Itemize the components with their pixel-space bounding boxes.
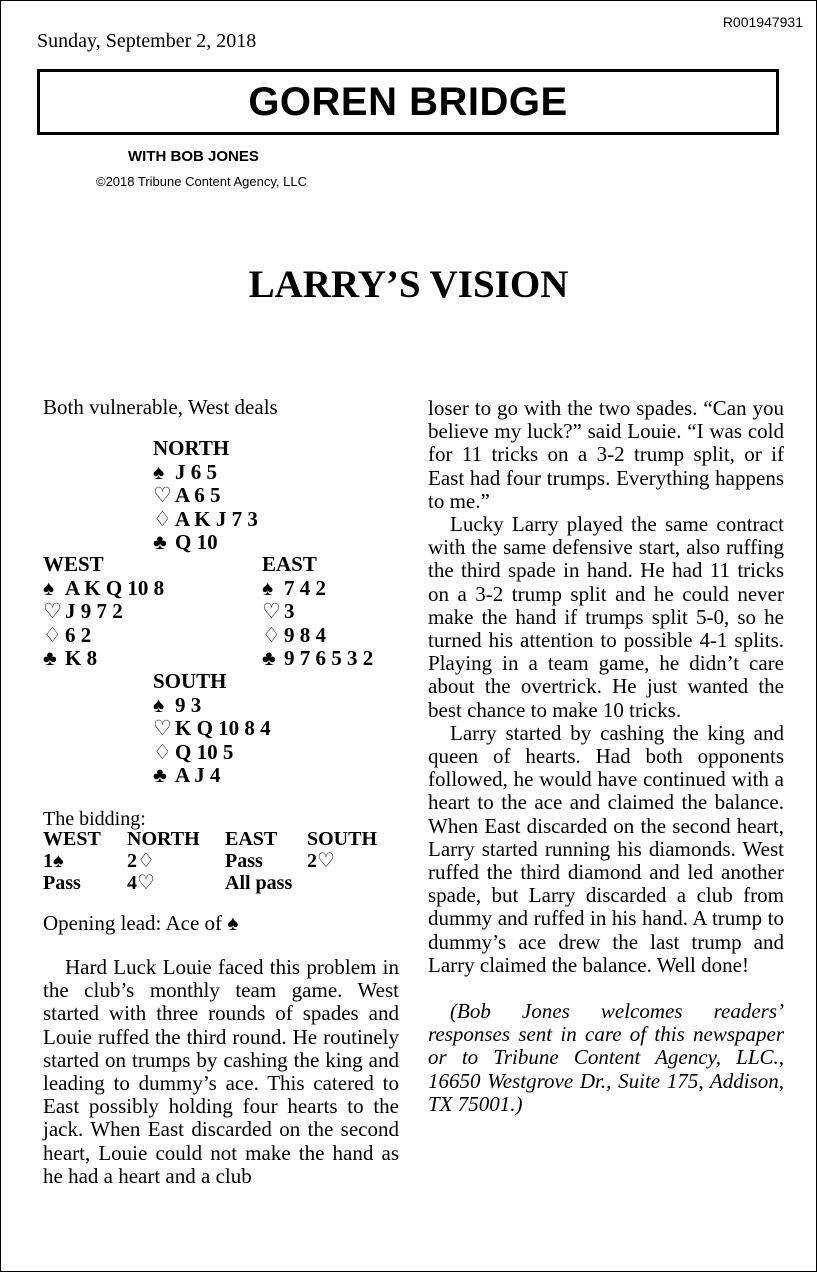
east-hearts: ♡ 3	[262, 599, 295, 623]
heart-icon: ♡	[137, 872, 155, 894]
bidding-header-north: NORTH	[127, 828, 200, 850]
north-hand	[153, 437, 258, 555]
spade-icon: ♠	[262, 575, 274, 600]
bid-east: Pass	[225, 850, 263, 872]
south-clubs: ♣ A J 4	[153, 763, 221, 787]
east-diamonds: ♢ 9 8 4	[262, 622, 326, 647]
north-spades: ♠ J 6 5	[153, 459, 217, 484]
club-icon: ♣	[153, 763, 167, 787]
headline: LARRY’S VISION	[248, 263, 569, 306]
diamond-icon: ♢	[43, 622, 62, 647]
north-hearts: ♡ A 6 5	[153, 483, 221, 507]
heart-icon: ♡	[153, 716, 172, 740]
paragraph: Lucky Larry played the same contract with the same defensive start, also ruffing the third spade in hand. He had 11 tricks on a 3-2 trump split and he could never make the hand if trumps split 5-0, so he turned his attention to possible 4-1 splits. Playing in a team game, he didn’t care about the overtrick. He just wanted the best chance to make 10 tricks.	[428, 512, 784, 722]
heart-icon: ♡	[43, 599, 62, 623]
bid-north: 4♡	[127, 872, 155, 894]
diamond-icon: ♢	[153, 506, 172, 531]
left-column-text	[43, 956, 399, 1188]
west-label: WEST	[43, 552, 104, 576]
bidding-row	[43, 872, 397, 894]
bidding-label: The bidding:	[43, 808, 146, 830]
bidding-header-south: SOUTH	[307, 828, 378, 850]
north-clubs: ♣ Q 10	[153, 530, 218, 554]
bidding-header-west: WEST	[43, 828, 101, 850]
bidding-header-row	[43, 828, 397, 850]
heart-icon: ♡	[262, 599, 281, 623]
south-hand	[153, 670, 271, 788]
east-hand	[262, 553, 373, 671]
east-clubs: ♣ 9 7 6 5 3 2	[262, 646, 374, 670]
spade-icon: ♠	[227, 911, 239, 935]
bidding-header-east: EAST	[225, 828, 278, 850]
spade-icon: ♠	[153, 692, 165, 717]
diamond-icon: ♢	[137, 850, 155, 872]
byline: WITH BOB JONES	[128, 148, 259, 165]
opening-lead: Opening lead: Ace of ♠	[43, 911, 239, 935]
diamond-icon: ♢	[262, 622, 281, 647]
spade-icon: ♠	[53, 850, 64, 872]
west-spades: ♠ A K Q 10 8	[43, 575, 165, 600]
west-hearts: ♡ J 9 7 2	[43, 599, 123, 623]
south-hearts: ♡ K Q 10 8 4	[153, 716, 271, 740]
spade-icon: ♠	[153, 459, 165, 484]
north-label: NORTH	[153, 436, 230, 460]
bid-north: 2♢	[127, 850, 155, 872]
bid-west: 1♠	[43, 850, 64, 872]
south-diamonds: ♢ Q 10 5	[153, 739, 234, 764]
right-column-text	[428, 397, 784, 1116]
publication-date: Sunday, September 2, 2018	[37, 30, 257, 52]
club-icon: ♣	[153, 530, 167, 554]
document-code: R001947931	[722, 14, 803, 30]
footer-note: (Bob Jones welcomes readers’ responses sent in care of this newspaper or to Tribune Content Agency, LLC., 16650 Westgrove Dr., Suite 175, Addison, TX 75001.)	[428, 999, 784, 1116]
east-label: EAST	[262, 552, 317, 576]
bid-east: All pass	[225, 872, 293, 894]
west-hand	[43, 553, 164, 671]
bidding-row	[43, 850, 397, 872]
bid-west: Pass	[43, 872, 81, 894]
paragraph: Hard Luck Louie faced this problem in the club’s monthly team game. West started with three rounds of spades and Louie ruffed the third round. He routinely started on trumps by cashing the king and leading to dummy’s ace. This catered to East possibly holding four hearts to the jack. When East discarded on the second heart, Louie could not make the hand as he had a heart and a club	[43, 955, 399, 1188]
paragraph: Larry started by cashing the king and queen of hearts. Had both opponents followed, he would have continued with a heart to the ace and claimed the balance. When East discarded on the second heart, Larry started running his diamonds. West ruffed the third diamond and led another spade, but Larry discarded a club from dummy and ruffed in his hand. A trump to dummy’s ace drew the last trump and Larry claimed the balance. Well done!	[428, 720, 784, 977]
south-label: SOUTH	[153, 669, 227, 693]
copyright: ©2018 Tribune Content Agency, LLC	[96, 174, 307, 189]
north-diamonds: ♢ A K J 7 3	[153, 506, 258, 531]
diamond-icon: ♢	[153, 739, 172, 764]
bid-south: 2♡	[307, 850, 335, 872]
west-diamonds: ♢ 6 2	[43, 622, 92, 647]
heart-icon: ♡	[317, 850, 335, 872]
vulnerability-line: Both vulnerable, West deals	[43, 395, 278, 419]
spade-icon: ♠	[43, 575, 55, 600]
heart-icon: ♡	[153, 483, 172, 507]
club-icon: ♣	[262, 646, 276, 670]
east-spades: ♠ 7 4 2	[262, 575, 326, 600]
south-spades: ♠ 9 3	[153, 692, 202, 717]
club-icon: ♣	[43, 646, 57, 670]
west-clubs: ♣ K 8	[43, 646, 98, 670]
bidding-table	[43, 828, 397, 894]
column-title: GOREN BRIDGE	[248, 80, 568, 124]
column-title-box	[37, 69, 779, 135]
paragraph: loser to go with the two spades. “Can you believe my luck?” said Louie. “I was cold for 11 tricks on a 3-2 trump split, or if East had four trumps. Everything happens to me.”	[428, 396, 784, 513]
